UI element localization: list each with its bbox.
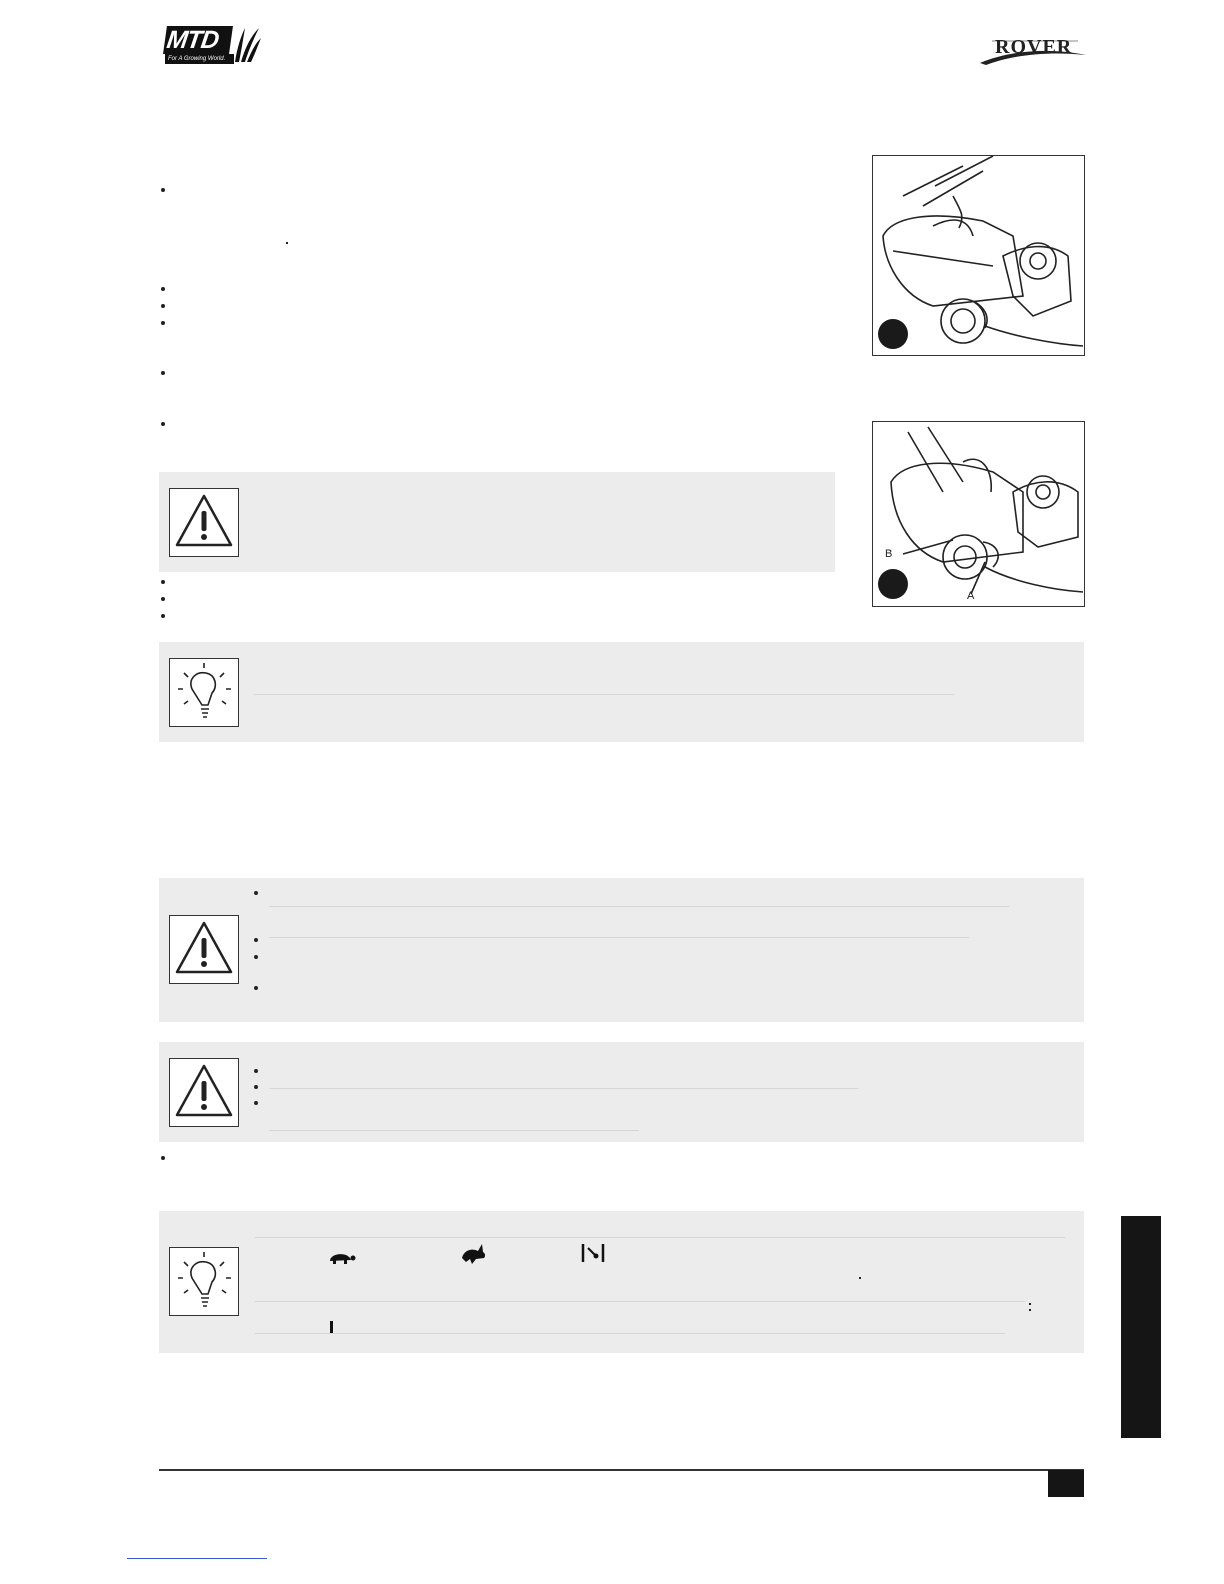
list-bullet: [161, 1156, 165, 1160]
callout-label-b: B: [885, 548, 893, 560]
faint-rule: [254, 694, 954, 695]
mtd-logo: [165, 26, 260, 66]
light-bulb-icon: [170, 659, 238, 726]
hyperlink-underline[interactable]: [127, 1558, 267, 1559]
list-bullet: [254, 891, 258, 895]
list-bullet: [254, 1069, 258, 1073]
warning-triangle-icon: [170, 1059, 238, 1126]
warning-panel: [159, 472, 835, 572]
list-bullet: [161, 371, 165, 375]
figure-1: [872, 155, 1085, 356]
list-dot: [286, 242, 288, 244]
rover-logo: [978, 33, 1088, 67]
faint-rule: [269, 937, 969, 938]
tip-icon-box: [169, 1247, 239, 1316]
faint-rule: [255, 1301, 1025, 1302]
tip-panel: [159, 1211, 1084, 1353]
grass-leaf-icon: [233, 26, 261, 64]
tip-icon-box: [169, 658, 239, 727]
choke-icon: [580, 1242, 606, 1264]
light-bulb-icon: [170, 1248, 238, 1315]
warning-icon-box: [169, 488, 239, 557]
warning-triangle-icon: [170, 489, 238, 556]
faint-rule: [269, 1130, 639, 1131]
mtd-logo-tagline: For A Growing World.: [165, 54, 234, 64]
page-number-box: [1048, 1470, 1084, 1497]
list-bullet: [161, 188, 165, 192]
list-bullet: [161, 597, 165, 601]
faint-rule: [269, 1088, 859, 1089]
list-bullet: [161, 304, 165, 308]
list-bullet: [254, 1085, 258, 1089]
list-bullet: [254, 1101, 258, 1105]
warning-panel: [159, 878, 1084, 1022]
list-dot: [1029, 1303, 1031, 1305]
warning-panel: [159, 1042, 1084, 1142]
warning-icon-box: [169, 1058, 239, 1127]
tip-panel: [159, 642, 1084, 742]
list-dot: [1029, 1309, 1031, 1311]
list-bullet: [161, 422, 165, 426]
list-bullet: [254, 938, 258, 942]
faint-rule: [255, 1237, 1065, 1238]
hare-icon: [458, 1240, 488, 1266]
callout-label-a: A: [967, 590, 975, 602]
section-tab: [1121, 1216, 1161, 1438]
list-bullet: [254, 955, 258, 959]
rover-wordmark: ROVER: [995, 36, 1073, 58]
list-bullet: [161, 287, 165, 291]
figure-number-badge: [878, 319, 908, 349]
list-bullet: [161, 614, 165, 618]
list-bullet: [161, 321, 165, 325]
figure-2: [872, 421, 1085, 607]
faint-rule: [255, 1333, 1005, 1334]
list-dot: [859, 1277, 861, 1279]
figure-number-badge: [878, 569, 908, 599]
warning-icon-box: [169, 915, 239, 984]
list-bullet: [254, 986, 258, 990]
footer-rule: [159, 1469, 1084, 1471]
mtd-logo-wordmark: MTD: [163, 26, 233, 54]
faint-rule: [269, 906, 1009, 907]
tortoise-icon: [326, 1247, 356, 1267]
warning-triangle-icon: [170, 916, 238, 983]
list-bullet: [161, 580, 165, 584]
